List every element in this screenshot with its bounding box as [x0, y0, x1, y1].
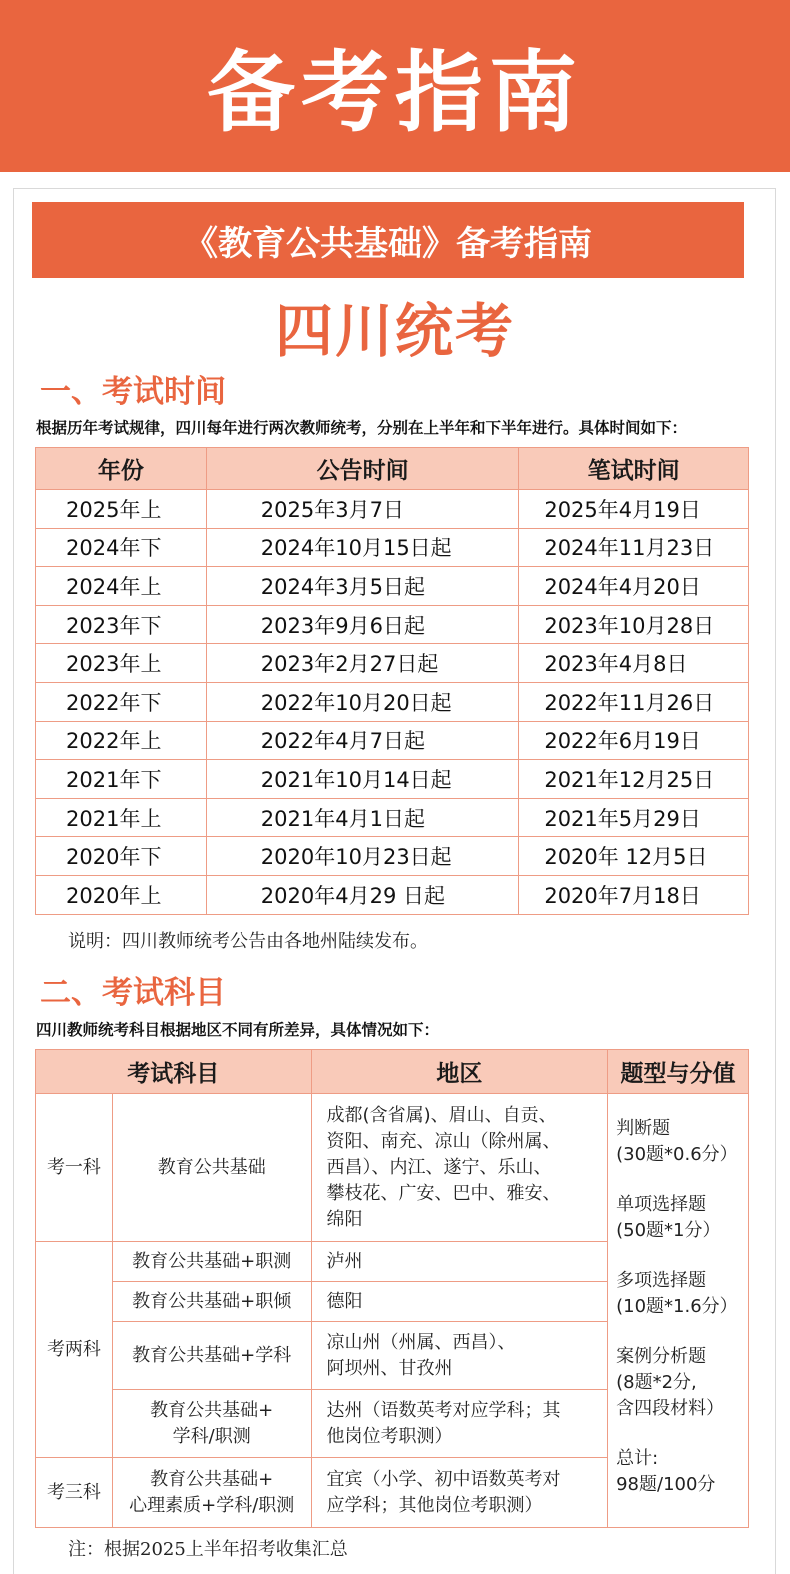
subject-title-bar: 《教育公共基础》备考指南	[32, 202, 744, 278]
table-row	[36, 567, 749, 606]
score-detail: (30题*0.6分）	[616, 1144, 738, 1165]
subject-line: 学科/职测	[172, 1425, 251, 1447]
table-row	[36, 760, 749, 799]
score-detail: (50题*1分）	[616, 1220, 721, 1241]
score-type: 单项选择题	[616, 1194, 707, 1215]
subject-line: 教育公共基础+	[150, 1468, 274, 1490]
subject-cell	[112, 1458, 311, 1528]
announce-date-cell: 2023年9月6日起	[206, 605, 519, 644]
exam-date-cell: 2021年5月29日	[519, 798, 749, 837]
region-cell	[311, 1094, 608, 1242]
header-banner	[0, 0, 790, 172]
subjects-intro: 四川教师统考科目根据地区不同有所差异，具体情况如下：	[36, 1020, 440, 1039]
announce-date-cell: 2021年4月1日起	[206, 798, 519, 837]
section-title-subjects: 二、考试科目	[40, 975, 226, 1011]
subject-line: 教育公共基础+	[150, 1399, 274, 1421]
year-cell: 2020年下	[36, 837, 207, 876]
header-exam-date: 笔试时间	[519, 448, 749, 490]
table-row	[36, 875, 749, 914]
score-detail: (10题*1.6分）	[616, 1296, 738, 1317]
table-row	[36, 721, 749, 760]
year-cell: 2024年下	[36, 528, 207, 567]
exam-date-cell: 2020年 12月5日	[519, 837, 749, 876]
score-total: 98题/100分	[616, 1474, 716, 1495]
subject-cell	[112, 1390, 311, 1458]
header-announce-date: 公告时间	[206, 448, 519, 490]
table-header-row	[36, 1050, 749, 1094]
announce-date-cell: 2022年10月20日起	[206, 682, 519, 721]
table-row	[36, 837, 749, 876]
subject-cell: 教育公共基础	[112, 1094, 311, 1242]
announce-date-cell: 2023年2月27日起	[206, 644, 519, 683]
year-cell: 2021年下	[36, 760, 207, 799]
region-line: 宜宾（小学、初中语数英考对	[326, 1468, 561, 1490]
region-line: 绵阳	[326, 1208, 363, 1230]
exam-date-cell: 2022年6月19日	[519, 721, 749, 760]
region-line: 西昌）、内江、遂宁、乐山、	[326, 1156, 552, 1178]
exam-date-cell: 2023年4月8日	[519, 644, 749, 683]
year-cell: 2022年上	[36, 721, 207, 760]
table-row	[36, 798, 749, 837]
table-row	[36, 528, 749, 567]
year-cell: 2023年上	[36, 644, 207, 683]
score-detail: 含四段材料）	[616, 1398, 725, 1419]
table-row	[36, 644, 749, 683]
region-line: 达州（语数英考对应学科；其	[326, 1399, 561, 1421]
exam-date-cell: 2023年10月28日	[519, 605, 749, 644]
announce-date-cell: 2024年10月15日起	[206, 528, 519, 567]
table-row	[36, 682, 749, 721]
region-cell: 泸州	[311, 1242, 608, 1282]
score-type: 判断题	[616, 1118, 671, 1139]
level-three-subjects: 考三科	[36, 1458, 113, 1528]
region-line: 攀枝花、广安、巴中、雅安、	[326, 1182, 561, 1204]
region-line: 应学科；其他岗位考职测）	[326, 1494, 543, 1516]
region-cell	[311, 1458, 608, 1528]
table-header-row	[36, 448, 749, 490]
header-subject: 考试科目	[36, 1050, 312, 1094]
header-year: 年份	[36, 448, 207, 490]
year-cell: 2025年上	[36, 490, 207, 529]
subject-cell: 教育公共基础+学科	[112, 1322, 311, 1390]
year-cell: 2022年下	[36, 682, 207, 721]
table-row	[36, 1094, 749, 1242]
year-cell: 2021年上	[36, 798, 207, 837]
exam-date-cell: 2022年11月26日	[519, 682, 749, 721]
scoring-cell	[608, 1094, 749, 1528]
announce-date-cell: 2020年10月23日起	[206, 837, 519, 876]
score-type: 多项选择题	[616, 1270, 707, 1291]
header-scoring: 题型与分值	[608, 1050, 749, 1094]
region-cell	[311, 1390, 608, 1458]
year-cell: 2024年上	[36, 567, 207, 606]
announce-date-cell: 2020年4月29 日起	[206, 875, 519, 914]
table-row	[36, 605, 749, 644]
score-detail: (8题*2分,	[616, 1372, 697, 1393]
region-cell: 德阳	[311, 1282, 608, 1322]
level-one-subject: 考一科	[36, 1094, 113, 1242]
region-line: 他岗位考职测）	[326, 1425, 453, 1447]
subjects-note: 注：根据2025上半年招考收集汇总	[68, 1539, 348, 1560]
announce-date-cell: 2024年3月5日起	[206, 567, 519, 606]
table-row	[36, 490, 749, 529]
announce-date-cell: 2025年3月7日	[206, 490, 519, 529]
announce-date-cell: 2021年10月14日起	[206, 760, 519, 799]
exam-time-note: 说明：四川教师统考公告由各地州陆续发布。	[68, 931, 428, 952]
score-total-label: 总计:	[616, 1448, 659, 1469]
subject-line: 心理素质+学科/职测	[129, 1494, 295, 1516]
exam-time-intro: 根据历年考试规律，四川每年进行两次教师统考，分别在上半年和下半年进行。具体时间如下：	[36, 418, 688, 437]
region-cell	[311, 1322, 608, 1390]
subject-cell: 教育公共基础+职测	[112, 1242, 311, 1282]
region-line: 资阳、南充、凉山（除州属、	[326, 1130, 561, 1152]
region-line: 凉山州（州属、西昌）、	[326, 1331, 516, 1353]
year-cell: 2023年下	[36, 605, 207, 644]
exam-schedule-table	[35, 447, 749, 915]
banner-title: 备考指南	[206, 41, 583, 144]
exam-date-cell: 2025年4月19日	[519, 490, 749, 529]
header-region: 地区	[311, 1050, 608, 1094]
year-cell: 2020年上	[36, 875, 207, 914]
region-line: 阿坝州、甘孜州	[326, 1357, 453, 1379]
exam-date-cell: 2024年11月23日	[519, 528, 749, 567]
score-type: 案例分析题	[616, 1346, 707, 1367]
region-title: 四川统考	[274, 297, 515, 365]
exam-date-cell: 2020年7月18日	[519, 875, 749, 914]
level-two-subjects: 考两科	[36, 1242, 113, 1458]
region-line: 成都(含省属)、眉山、自贡、	[326, 1104, 557, 1126]
exam-date-cell: 2024年4月20日	[519, 567, 749, 606]
subject-cell: 教育公共基础+职倾	[112, 1282, 311, 1322]
announce-date-cell: 2022年4月7日起	[206, 721, 519, 760]
exam-subjects-table	[35, 1049, 749, 1528]
exam-date-cell: 2021年12月25日	[519, 760, 749, 799]
section-title-exam-time: 一、考试时间	[40, 374, 226, 410]
